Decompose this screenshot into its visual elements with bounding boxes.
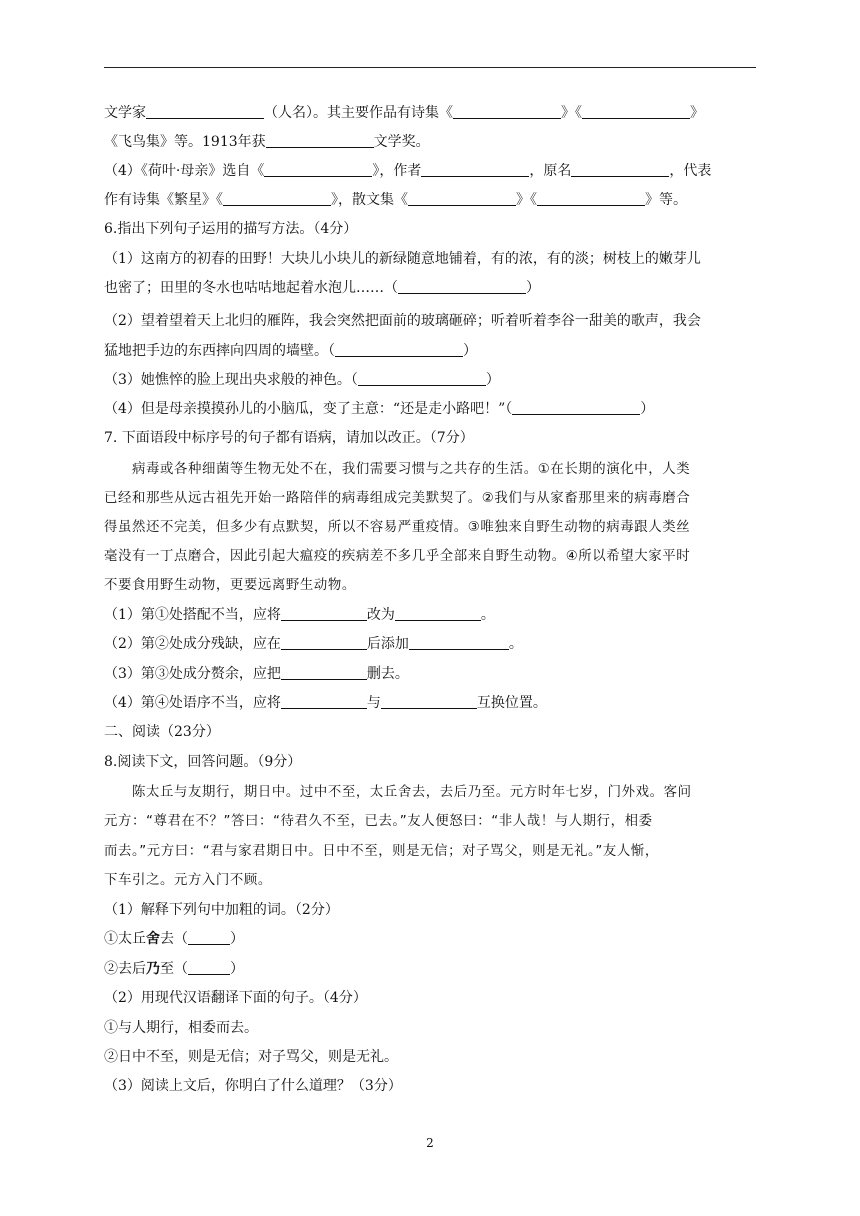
page-number: 2: [426, 1136, 434, 1150]
q7-title: 7. 下面语段中标序号的句子都有语病，请加以改正。（7分）: [104, 430, 474, 446]
answer-blank[interactable]: [409, 635, 509, 650]
q5-line-4: 作有诗集《繁星》《 》，散文集《 》《 》等。: [104, 192, 687, 208]
q7-answer-1: （1）第①处搭配不当，应将 改为 。: [104, 607, 495, 623]
q8-subquestion-2: （2）用现代汉语翻译下面的句子。（4分）: [104, 990, 367, 1006]
q7-passage-line-1: 病毒或各种细菌等生物无处不在，我们需要习惯与之共存的生活。①在长期的演化中，人类: [132, 462, 691, 477]
answer-blank[interactable]: [264, 162, 372, 177]
q8-translate-2: ②日中不至，则是无信；对子骂父，则是无礼。: [104, 1049, 398, 1065]
q8-passage-line-2: 元方：“尊君在不？”答曰：“待君久不至，已去。”友人便怒曰：“非人哉！与人期行，相委: [104, 814, 653, 829]
q5-line-1: 文学家 （人名）。其主要作品有诗集《 》《 》: [104, 105, 704, 121]
bold-word: 乃: [146, 961, 160, 977]
answer-blank[interactable]: [223, 191, 331, 206]
answer-blank[interactable]: [281, 665, 367, 680]
q6-sentence-2a: （2）望着望着天上北归的雁阵，我会突然把面前的玻璃砸碎；听着听着李谷一甜美的歌声，我会: [104, 313, 701, 329]
q5-line-2: 《飞鸟集》等。1913年获 文学奖。: [104, 134, 430, 150]
answer-blank[interactable]: [398, 279, 526, 294]
answer-blank[interactable]: [571, 162, 669, 177]
q7-answer-4: （4）第④处语序不当，应将 与 互换位置。: [104, 695, 547, 711]
q8-translate-1: ①与人期行，相委而去。: [104, 1020, 258, 1036]
answer-blank[interactable]: [281, 606, 367, 621]
answer-blank[interactable]: [281, 694, 367, 709]
q8-word-1: ①太丘舍去（ ）: [104, 931, 244, 947]
q8-passage-line-1: 陈太丘与友期行，期日中。过中不至，太丘舍去，去后乃至。元方时年七岁，门外戏。客问: [132, 785, 692, 800]
q7-passage-line-3: 得虽然还不完美，但多少有点默契，所以不容易严重疫情。③唯独来自野生动物的病毒跟人类丝: [104, 520, 691, 535]
answer-blank[interactable]: [408, 191, 516, 206]
answer-blank[interactable]: [188, 930, 230, 945]
q5-line-3: （4）《荷叶·母亲》选自《 》，作者 ，原名 ，代表: [104, 163, 712, 179]
q8-word-2: ②去后乃至（ ）: [104, 961, 244, 977]
answer-blank[interactable]: [582, 104, 690, 119]
answer-blank[interactable]: [381, 694, 477, 709]
q6-sentence-1a: （1）这南方的初春的田野！大块儿小块儿的新绿随意地铺着，有的浓，有的淡；树枝上的嫩芽儿: [104, 251, 701, 267]
q6-sentence-4: （4）但是母亲摸摸孙儿的小脑瓜，变了主意：“还是走小路吧！”（ ）: [104, 401, 655, 417]
q6-sentence-1b: 也密了；田里的冬水也咕咕地起着水泡儿……（ ）: [104, 280, 540, 296]
q7-passage-line-2: 已经和那些从远古祖先开始一路陪伴的病毒组成完美默契了。②我们与从家畜那里来的病毒磨合: [104, 491, 691, 506]
q8-title: 8.阅读下文，回答问题。（9分）: [104, 754, 302, 770]
q7-passage-line-5: 不要食用野生动物，更要远离野生动物。: [104, 578, 356, 593]
answer-blank[interactable]: [281, 635, 367, 650]
answer-blank[interactable]: [266, 133, 374, 148]
answer-blank[interactable]: [512, 400, 640, 415]
q8-passage-line-3: 而去。”元方曰：“君与家君期日中。日中不至，则是无信；对子骂父，则是无礼。”友人惭，: [104, 844, 659, 859]
header-rule: [104, 67, 756, 68]
q8-subquestion-3: （3）阅读上文后，你明白了什么道理？（3分）: [104, 1078, 402, 1094]
q7-passage-line-4: 毫没有一丁点磨合，因此引起大瘟疫的疾病差不多几乎全部来自野生动物。④所以希望大家平时: [104, 549, 691, 564]
section-heading: 二、阅读（23分）: [104, 724, 220, 740]
q6-sentence-2b: 猛地把手边的东西摔向四周的墙壁。（ ）: [104, 343, 477, 359]
answer-blank[interactable]: [453, 104, 561, 119]
answer-blank[interactable]: [335, 342, 463, 357]
answer-blank[interactable]: [188, 960, 230, 975]
answer-blank[interactable]: [421, 162, 529, 177]
q8-passage-line-4: 下车引之。元方入门不顾。: [104, 873, 272, 888]
answer-blank[interactable]: [395, 606, 481, 621]
answer-blank[interactable]: [537, 191, 645, 206]
q6-sentence-3: （3）她憔悴的脸上现出央求般的神色。（ ）: [104, 372, 500, 388]
q8-subquestion-1: （1）解释下列句中加粗的词。（2分）: [104, 902, 339, 918]
q7-answer-3: （3）第③处成分赘余，应把 删去。: [104, 666, 409, 682]
q7-answer-2: （2）第②处成分残缺，应在 后添加 。: [104, 636, 523, 652]
bold-word: 舍: [146, 931, 160, 947]
q6-title: 6.指出下列句子运用的描写方法。（4分）: [104, 221, 358, 237]
answer-blank[interactable]: [358, 371, 486, 386]
answer-blank[interactable]: [146, 104, 264, 119]
